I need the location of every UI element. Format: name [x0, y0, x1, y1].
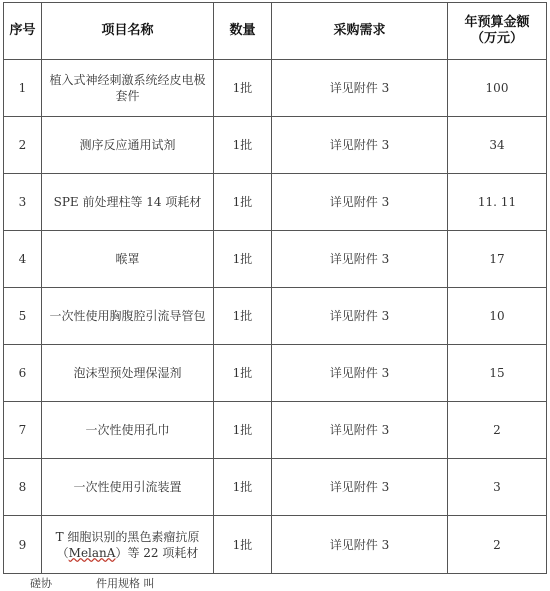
cell-index: 6 [4, 345, 42, 402]
cell-budget: 10 [448, 288, 547, 345]
header-budget-line1: 年预算金额 [464, 15, 530, 30]
cell-index: 5 [4, 288, 42, 345]
cell-qty: 1批 [214, 288, 272, 345]
cell-qty: 1批 [214, 231, 272, 288]
cell-qty: 1批 [214, 117, 272, 174]
cell-budget: 15 [448, 345, 547, 402]
table-row [4, 60, 547, 117]
table-row [4, 345, 547, 402]
header-index: 序号 [4, 3, 42, 60]
cell-qty: 1批 [214, 174, 272, 231]
table-row [4, 231, 547, 288]
cell-index: 1 [4, 60, 42, 117]
cell-name-part3: ）等 22 项耗材 [115, 545, 199, 560]
table-row [4, 174, 547, 231]
cell-qty: 1批 [214, 516, 272, 574]
cell-req: 详见附件 3 [272, 402, 448, 459]
table-row [4, 459, 547, 516]
cell-budget: 2 [448, 402, 547, 459]
cell-name: SPE 前处理柱等 14 项耗材 [42, 174, 214, 231]
cell-qty: 1批 [214, 459, 272, 516]
cell-name: 植入式神经刺激系统经皮电极套件 [42, 60, 214, 117]
cell-req: 详见附件 3 [272, 345, 448, 402]
cell-index: 8 [4, 459, 42, 516]
cell-qty: 1批 [214, 402, 272, 459]
cell-name-part2: MelanA [68, 545, 116, 560]
cell-index: 2 [4, 117, 42, 174]
cell-req: 详见附件 3 [272, 459, 448, 516]
cell-qty: 1批 [214, 345, 272, 402]
cell-index: 7 [4, 402, 42, 459]
cell-name [42, 516, 214, 574]
procurement-table [3, 2, 547, 574]
cell-budget: 3 [448, 459, 547, 516]
cell-budget: 11. 11 [448, 174, 547, 231]
header-qty: 数量 [214, 3, 272, 60]
cell-name: 喉罩 [42, 231, 214, 288]
header-req: 采购需求 [272, 3, 448, 60]
cell-budget: 34 [448, 117, 547, 174]
cell-req: 详见附件 3 [272, 231, 448, 288]
cell-req: 详见附件 3 [272, 516, 448, 574]
cell-name: 一次性使用引流装置 [42, 459, 214, 516]
cell-req: 详见附件 3 [272, 117, 448, 174]
cell-req: 详见附件 3 [272, 288, 448, 345]
cell-name: 泡沫型预处理保湿剂 [42, 345, 214, 402]
table-row [4, 288, 547, 345]
cell-qty: 1批 [214, 60, 272, 117]
header-budget-line2: （万元） [470, 31, 523, 46]
cell-name: 一次性使用孔巾 [42, 402, 214, 459]
cell-budget: 17 [448, 231, 547, 288]
cell-budget: 100 [448, 60, 547, 117]
cell-index: 4 [4, 231, 42, 288]
cell-name: 一次性使用胸腹腔引流导管包 [42, 288, 214, 345]
table-row [4, 516, 547, 574]
header-name: 项目名称 [42, 3, 214, 60]
cell-req: 详见附件 3 [272, 60, 448, 117]
header-budget [448, 3, 547, 60]
cell-index: 9 [4, 516, 42, 574]
table-header-row [4, 3, 547, 60]
cell-name-part1: T 细胞识别的黑色素瘤抗原（ [55, 529, 200, 560]
table-row [4, 402, 547, 459]
cell-req: 详见附件 3 [272, 174, 448, 231]
table-row [4, 117, 547, 174]
cell-index: 3 [4, 174, 42, 231]
cut-off-footer-text: 磋协 件用规格 叫 [30, 577, 155, 590]
cell-budget: 2 [448, 516, 547, 574]
cell-name: 测序反应通用试剂 [42, 117, 214, 174]
